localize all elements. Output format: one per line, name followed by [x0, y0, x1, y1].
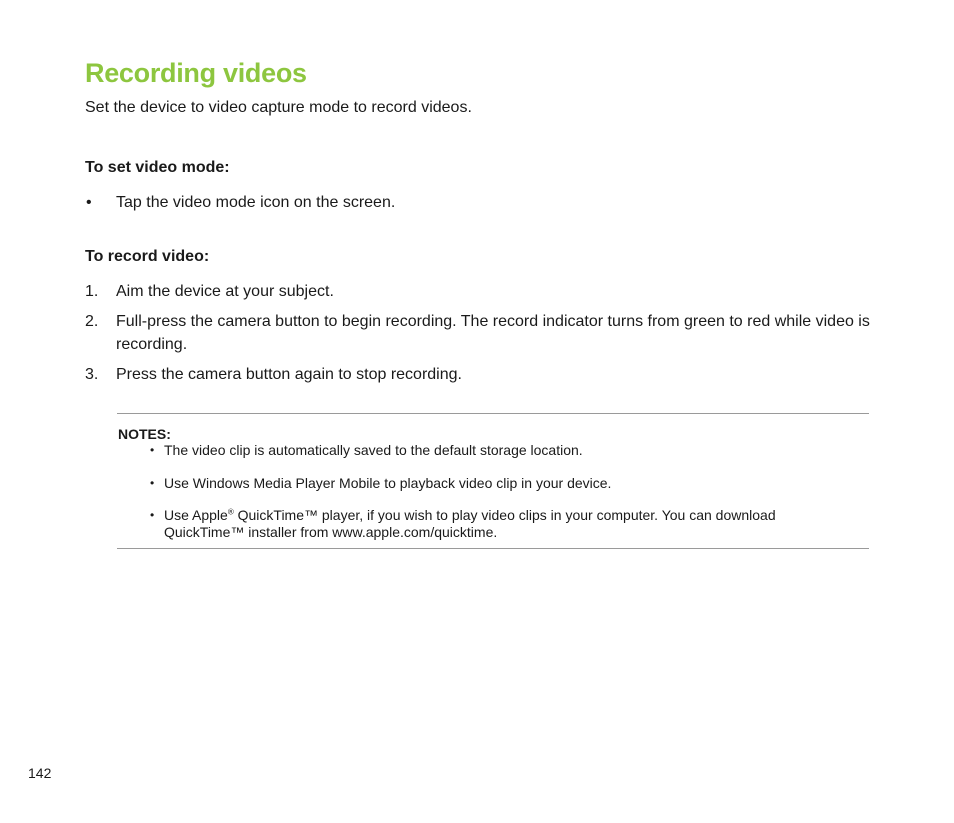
step-number: 2.	[85, 313, 99, 330]
note-text: The video clip is automatically saved to the default storage location.	[164, 442, 583, 458]
page-title: Recording videos	[85, 58, 307, 88]
bullet-marker: •	[150, 476, 155, 490]
note-text-end: QuickTime™ player, if you wish to play video clips in your computer. You can download QuickTime™ installer from www.apple.com/quicktime.	[164, 507, 776, 540]
record-step	[85, 363, 875, 386]
note-text	[164, 507, 850, 541]
record-step	[85, 280, 875, 303]
set-video-mode-heading: To set video mode:	[85, 159, 230, 176]
registered-mark: ®	[227, 507, 234, 517]
set-mode-list-item	[85, 191, 875, 214]
note-item	[150, 507, 850, 541]
step-text: Aim the device at your subject.	[116, 283, 334, 300]
step-number: 1.	[85, 283, 99, 300]
list-item-text: Tap the video mode icon on the screen.	[116, 194, 396, 211]
notes-label: NOTES:	[118, 426, 171, 442]
step-text: Press the camera button again to stop recording.	[116, 366, 462, 383]
bullet-marker: •	[150, 443, 155, 457]
page-number: 142	[28, 765, 52, 781]
step-number: 3.	[85, 366, 99, 383]
record-step	[85, 310, 875, 356]
record-video-heading: To record video:	[85, 248, 210, 265]
step-text: Full-press the camera button to begin recording. The record indicator turns from green to red while video is recording.	[116, 313, 870, 353]
notes-box	[117, 413, 869, 549]
intro-text: Set the device to video capture mode to record videos.	[85, 99, 472, 116]
bullet-marker: •	[150, 508, 155, 522]
note-item	[150, 442, 850, 459]
note-text-start: Use Apple	[164, 507, 228, 523]
note-text: Use Windows Media Player Mobile to playback video clip in your device.	[164, 475, 612, 491]
note-item	[150, 475, 850, 492]
bullet-marker: •	[86, 194, 92, 211]
